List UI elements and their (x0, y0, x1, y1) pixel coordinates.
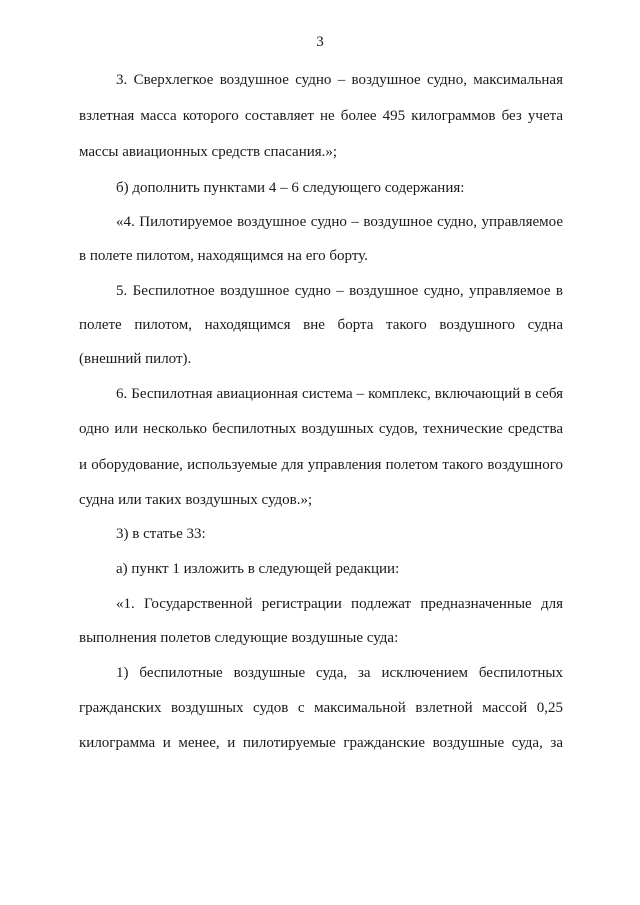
paragraph-line: полете пилотом, находящимся вне борта такого воздушного судна (79, 317, 563, 333)
page-number: 3 (316, 34, 324, 50)
paragraph-line: одно или несколько беспилотных воздушных судов, технические средства (79, 421, 563, 437)
paragraph-line: а) пункт 1 изложить в следующей редакции: (116, 561, 400, 577)
paragraph-line: 6. Беспилотная авиационная система – комплекс, включающий в себя (116, 386, 563, 402)
paragraph-line: (внешний пилот). (79, 351, 192, 367)
paragraph-line: «4. Пилотируемое воздушное судно – воздушное судно, управляемое (116, 214, 563, 230)
paragraph-line: 3. Сверхлегкое воздушное судно – воздушное судно, максимальная (116, 72, 563, 88)
paragraph-line: 1) беспилотные воздушные суда, за исключением беспилотных (116, 665, 563, 681)
paragraph-line: 3) в статье 33: (116, 526, 206, 542)
paragraph-line: «1. Государственной регистрации подлежат предназначенные для (116, 596, 563, 612)
paragraph-line: выполнения полетов следующие воздушные суда: (79, 630, 399, 646)
paragraph-line: 5. Беспилотное воздушное судно – воздушное судно, управляемое в (116, 283, 563, 299)
paragraph-line: килограмма и менее, и пилотируемые гражданские воздушные суда, за (79, 735, 563, 751)
paragraph-line: в полете пилотом, находящимся на его борту. (79, 248, 368, 264)
paragraph-line: и оборудование, используемые для управления полетом такого воздушного (79, 457, 563, 473)
paragraph-line: судна или таких воздушных судов.»; (79, 492, 313, 508)
paragraph-line: гражданских воздушных судов с максимальной взлетной массой 0,25 (79, 700, 563, 716)
paragraph-line: массы авиационных средств спасания.»; (79, 144, 338, 160)
paragraph-line: взлетная масса которого составляет не более 495 килограммов без учета (79, 108, 563, 124)
paragraph-line: б) дополнить пунктами 4 – 6 следующего содержания: (116, 180, 465, 196)
